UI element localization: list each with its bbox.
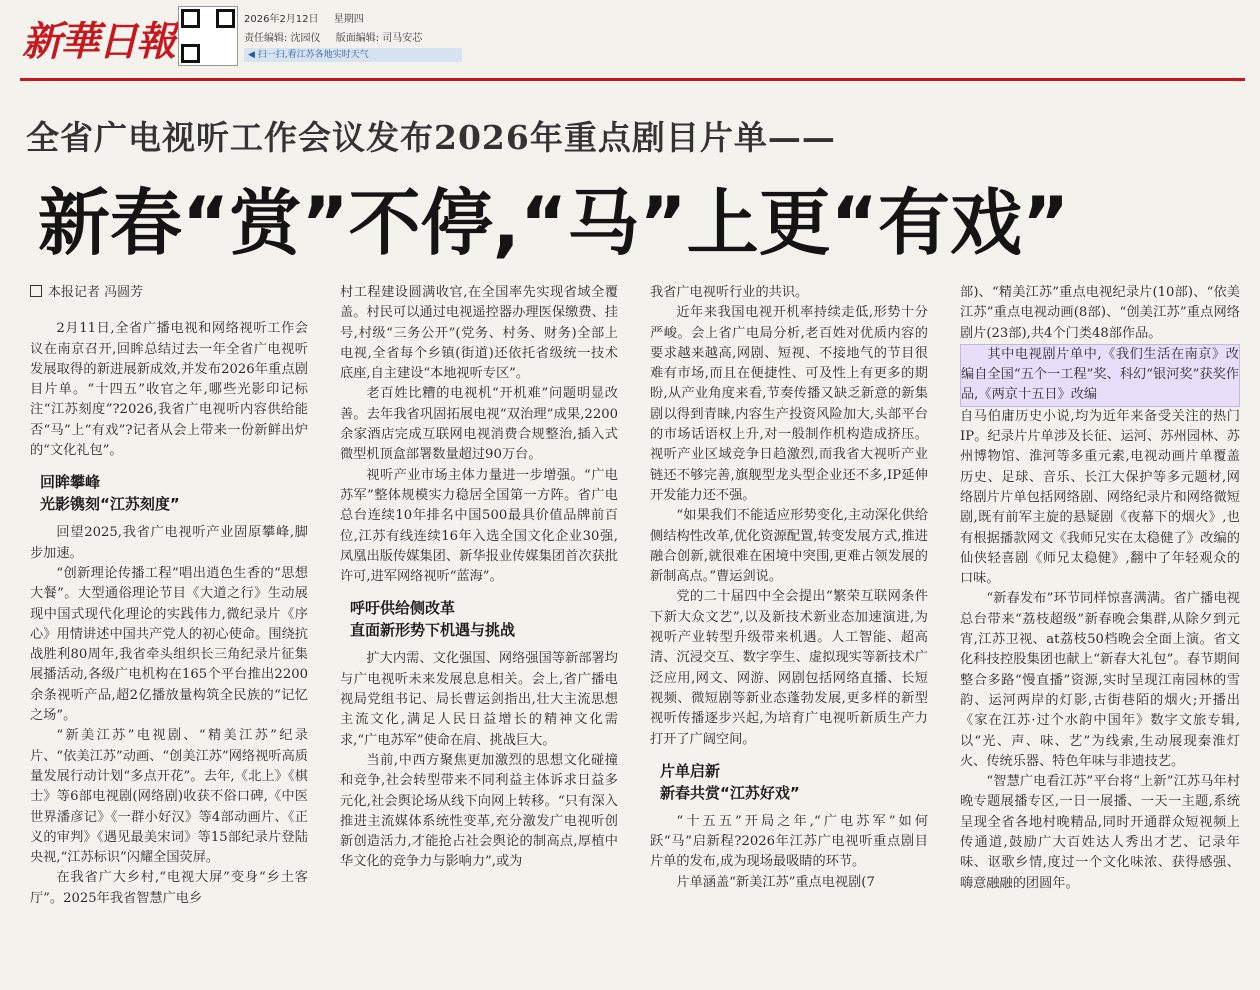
byline: 本报记者 冯圆芳 bbox=[30, 283, 308, 303]
paragraph bbox=[960, 344, 1240, 590]
section-heading-line: 光影镌刻“江苏刻度” bbox=[40, 495, 180, 514]
paragraph: 我省广电视听行业的共识。 bbox=[650, 285, 809, 300]
issue-date: 2026年2月12日 bbox=[244, 14, 319, 25]
layout-editor: 版面编辑: 司马安芯 bbox=[335, 33, 423, 44]
section-heading bbox=[650, 760, 928, 804]
newspaper-logo[interactable]: 新華日報 bbox=[22, 18, 174, 65]
paragraph: 在我省广大乡村,“电视大屏”变身“乡土客厅”。2025年我省智慧广电乡 bbox=[30, 870, 308, 906]
paragraph: “创新理论传播工程”唱出逍色生香的“思想大餐”。大型通俗理论节目《大道之行》生动展现中国式现代化理论的实践伟力,微纪录片《序心》用情讲述中国共产党人的初心使命。围绕抗战胜利80周年,我省牵头组织长三角纪录片征集展播活动,各级广电机构在165个平台推出2200余条视听产品,超2亿播放量构筑全民族的“记忆之场”。 bbox=[30, 565, 308, 724]
paragraph: “新美江苏”电视剧、“精美江苏”纪录片、“依美江苏”动画、“创美江苏”网络视听高质量发展行动计划“多点开花”。去年,《北上》《棋士》等6部电视剧(网络剧)收获不俗口碑,《中医世界潘彦记》《一群小好汉》等4部动画片、《正义的审判》《遇见最美宋词》等15部纪录片登陆央视,“江苏标识”闪耀全国荧屏。 bbox=[30, 728, 308, 866]
paragraph: 2月11日,全省广播电视和网络视听工作会议在南京召开,回眸总结过去一年全省广电视听发展取得的新进展新成效,并发布2026年重点剧目片单。“十四五”收官之年,哪些光影印记标注“江苏刻度”?2026,我省广电视听内容供给能否“马”上“有戏”?记者从会上带来一份新鲜出炉的“文化礼包”。 bbox=[30, 321, 308, 459]
headline: 新春“赏”不停,“马”上更“有戏” bbox=[38, 181, 1070, 265]
section-heading-line: 直面新形势下机遇与挑战 bbox=[350, 621, 516, 640]
section-heading bbox=[340, 597, 618, 641]
section-heading-line: 回眸攀峰 bbox=[40, 473, 101, 492]
paragraph: 党的二十届四中全会提出“繁荣互联网条件下新大众文艺”,以及新技术新业态加速演进,为视听产业转型升级带来机遇。人工智能、超高清、沉浸交互、数字孪生、虚拟现实等新技术广泛应用,网文、网游、网剧包括网络直播、长短视频、微短剧等新业态蓬勃发展,更多样的新型视听传播逐步兴起,为培育广电视听新质生产力打开了广阔空间。 bbox=[650, 589, 928, 747]
highlighted-text[interactable]: 其中电视剧片单中,《我们生活在南京》改编自全国“五个一工程”奖、科幻“银河奖”获奖作品,《两京十五日》改编 bbox=[960, 344, 1240, 407]
paragraph: 近年来我国电视开机率持续走低,形势十分严峻。会上省广电局分析,老百姓对优质内容的要求越来越高,网剧、短视、不接地气的节目很难有市场,而且在便捷性、可及性上有更多的期盼,从产业角度来看,节奏传播又缺乏新意的新集剧以得到青睐,内容生产投资风险加大,头部平台的市场话语权上升,对一般制作机构造成挤压。视听产业区域竞争日趋激烈,而我省大视听产业链还不够完善,旗舰型龙头型企业还不多,IP延伸开发能力还不强。 bbox=[650, 305, 928, 503]
issue-weekday: 星期四 bbox=[333, 14, 364, 25]
issue-date-row bbox=[244, 10, 376, 25]
section-heading bbox=[30, 471, 308, 515]
paragraph: 老百姓比糟的电视机“开机难”问题明显改善。去年我省巩固拓展电视“双治理”成果,2200余家酒店完成互联网电视消费合规整治,插入式微型机顶盒部署数量超过90万台。 bbox=[340, 386, 618, 463]
paragraph: 片单涵盖“新美江苏”重点电视剧(7 bbox=[676, 874, 875, 890]
paragraph: “十五五”开局之年,“广电苏军”如何跃“马”启新程?2026年江苏广电视听重点剧目片单的发布,成为现场最吸睛的环节。 bbox=[650, 813, 928, 870]
byline-box-icon bbox=[30, 285, 42, 297]
section-heading-line: 片单启新 bbox=[660, 761, 721, 780]
weather-link[interactable]: ◀ 扫一扫,看江苏各地实时天气 bbox=[244, 48, 462, 62]
paragraph: 当前,中西方聚焦更加激烈的思想文化碰撞和竞争,社会转型带来不同利益主体诉求日益多元化,社会舆论场从线下向网上转移。“只有深入推进主流媒体系统性变革,充分激发广电视听创新创造活力,才能抢占社会舆论的制高点,厚植中华文化的竞争力与影响力”,或为 bbox=[340, 752, 618, 870]
article-column-2 bbox=[340, 283, 618, 983]
paragraph: “如果我们不能适应形势变化,主动深化供给侧结构性改革,优化资源配置,转变发展方式,推进融合创新,就很难在困境中突围,更难占领发展的新制高点。”曹运剑说。 bbox=[650, 508, 928, 585]
subheadline: 全省广电视听工作会议发布2026年重点剧目片单—— bbox=[26, 118, 836, 157]
paragraph: 视听产业市场主体力量进一步增强。“广电苏军”整体规模实力稳居全国第一方阵。省广电总台连续10年排名中国500最具价值品牌前百位,江苏有线连续16年入选全国文化企业30强,凤凰出版传媒集团、新华报业传媒集团首次获批许可,进军网络视听“蓝海”。 bbox=[340, 467, 618, 585]
paragraph: “智慧广电看江苏”平台将“上新”江苏马年村晚专题展播专区,一日一展播、一天一主题,系统呈现全省各地村晚精品,同时开通群众短视频上传通道,鼓励广大百姓达人秀出才艺、记录年味、讴歌乡情,度过一个文化味浓、获得感强、嗨意融融的团圆年。 bbox=[960, 774, 1240, 891]
article-column-3 bbox=[650, 283, 928, 983]
editor-row bbox=[244, 29, 434, 44]
masthead bbox=[0, 0, 1260, 80]
article-column-4 bbox=[960, 283, 1240, 983]
section-heading-line: 呼吁供给侧改革 bbox=[350, 599, 456, 618]
section-heading-line: 新春共赏“江苏好戏” bbox=[660, 783, 800, 802]
paragraph-continuation: 自马伯庸历史小说,均为近年来备受关注的热门IP。纪录片片单涉及长征、运河、苏州园林、苏州博物馆、淮河等多重元素,电视动画片单覆盖历史、足球、音乐、长江大保护等多元题材,网络剧片片单包括网络剧、网络纪录片和网络微短剧,既有前军主旋的悬疑剧《夜幕下的烟火》,也有根据播款网文《我师兄实在太稳健了》改编的仙侠轻喜剧《师兄太稳健》,翻中了年轻观众的口味。 bbox=[960, 408, 1240, 587]
paragraph: 部)、“精美江苏”重点电视纪录片(10部)、“依美江苏”重点电视动画(8部)、“创美江苏”重点网络剧片(23部),共4个门类48部作品。 bbox=[960, 285, 1240, 341]
paragraph: 村工程建设圆满收官,在全国率先实现省域全覆盖。村民可以通过电视遥控器办理医保缴费、挂号,村级“三务公开”(党务、村务、财务)全部上电视,全省每个乡镇(街道)还依托省级统一技术底座,自主建设“本地视听专区”。 bbox=[340, 285, 618, 382]
paragraph: “新春发布”环节同样惊喜满满。省广播电视总台带来“荔枝超级”新春晚会集群,从除夕到元宵,江苏卫视、at荔枝50档晚会全面上演。省文化科技控股集团也献上“新春大礼包”。春节期间整合多路“慢直播”资源,实时呈现江南园林的雪韵、运河两岸的灯影,古街巷陌的烟火;开播出《家在江苏·过个水韵中国年》数字文旅专辑,以“光、声、味、艺”为线索,生动展现秦淮灯火、传统乐器、特色年味与非遗技艺。 bbox=[960, 591, 1240, 769]
qr-code-icon[interactable] bbox=[178, 6, 238, 66]
masthead-divider bbox=[20, 78, 1245, 81]
paragraph: 回望2025,我省广电视听产业固原攀峰,脚步加速。 bbox=[30, 525, 308, 561]
responsible-editor: 责任编辑: 沈园仪 bbox=[244, 33, 321, 44]
article-column-1 bbox=[30, 283, 308, 983]
paragraph: 扩大内需、文化强国、网络强国等新部署均与广电视听未来发展息息相关。会上,省广播电视局党组书记、局长曹运剑指出,壮大主流思想主流文化,满足人民日益增长的精神文化需求,“广电苏军”使命在肩、挑战巨大。 bbox=[340, 651, 618, 748]
